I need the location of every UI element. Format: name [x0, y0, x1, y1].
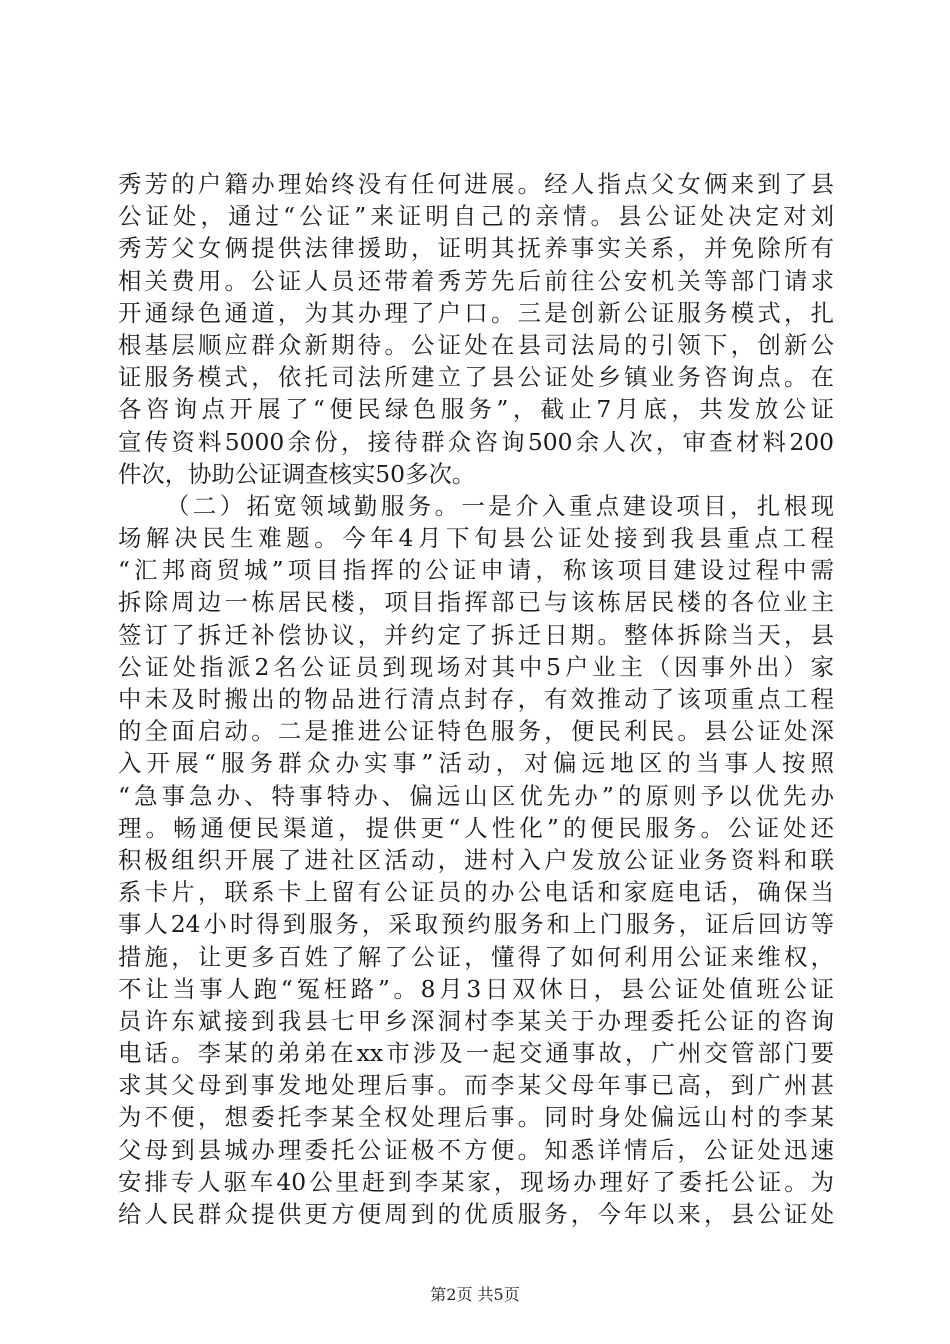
text-line: 开通绿色通道，为其办理了户口。三是创新公证服务模式，扎	[118, 298, 834, 327]
text-line: 场解决民生难题。今年4月下旬县公证处接到我县重点工程	[118, 524, 834, 553]
text-line: 秀芳的户籍办理始终没有任何进展。经人指点父女俩来到了县	[118, 170, 834, 198]
text-line: 中未及时搬出的物品进行清点封存，有效推动了该项重点工程	[118, 685, 834, 713]
text-line: 各咨询点开展了“便民绿色服务”，截止7月底，共发放公证	[118, 395, 834, 424]
text-line: 根基层顺应群众新期待。公证处在县司法局的引领下，创新公	[118, 330, 834, 359]
text-line: 签订了拆迁补偿协议，并约定了拆迁日期。整体拆除当天，县	[118, 620, 834, 649]
page-footer: 第2页 共5页	[430, 1285, 520, 1304]
body-text	[118, 168, 834, 1230]
text-line: 不让当事人跑“冤枉路”。8月3日双休日，县公证处值班公证	[118, 974, 834, 1003]
text-line: 父母到县城办理委托公证极不方便。知悉详情后，公证处迅速	[118, 1135, 834, 1164]
text-line: 宣传资料5000余份，接待群众咨询500余人次，审查材料200	[118, 427, 834, 456]
text-line: 积极组织开展了进社区活动，进村入户发放公证业务资料和联	[118, 845, 834, 874]
text-line: 求其父母到事发地处理后事。而李某父母年事已高，到广州甚	[118, 1071, 834, 1100]
text-line: 给人民群众提供更方便周到的优质服务，今年以来，县公证处	[118, 1200, 834, 1228]
text-line: 电话。李某的弟弟在xx市涉及一起交通事故，广州交管部门要	[118, 1039, 834, 1068]
text-line: 件次，协助公证调查核实50多次。	[118, 459, 476, 488]
text-line: 证服务模式，依托司法所建立了县公证处乡镇业务咨询点。在	[118, 363, 834, 392]
text-line: 系卡片，联系卡上留有公证员的办公电话和家庭电话，确保当	[118, 878, 834, 907]
text-line: 安排专人驱车40公里赶到李某家，现场办理好了委托公证。为	[118, 1167, 834, 1196]
text-line: 的全面启动。二是推进公证特色服务，便民利民。县公证处深	[118, 717, 834, 746]
text-line: 拆除周边一栋居民楼，项目指挥部已与该栋居民楼的各位业主	[118, 588, 834, 617]
text-line: 员许东斌接到我县七甲乡深洞村李某关于办理委托公证的咨询	[118, 1006, 834, 1035]
text-line: 相关费用。公证人员还带着秀芳先后前往公安机关等部门请求	[118, 266, 834, 295]
text-line: 为不便，想委托李某全权处理后事。同时身处偏远山村的李某	[118, 1103, 834, 1132]
text-line: 入开展“服务群众办实事”活动，对偏远地区的当事人按照	[118, 749, 834, 778]
text-line: 公证处，通过“公证”来证明自己的亲情。县公证处决定对刘	[118, 202, 834, 231]
text-line: “急事急办、特事特办、偏远山区优先办”的原则予以优先办	[118, 781, 834, 810]
text-line: 理。畅通便民渠道，提供更“人性化”的便民服务。公证处还	[118, 813, 834, 842]
text-line: 公证处指派2名公证员到现场对其中5户业主（因事外出）家	[118, 652, 834, 681]
paragraph-start-line: （二）拓宽领域勤服务。一是介入重点建设项目，扎根现	[166, 491, 834, 520]
text-line: 措施，让更多百姓了解了公证，懂得了如何利用公证来维权，	[118, 942, 834, 971]
text-line: 秀芳父女俩提供法律援助，证明其抚养事实关系，并免除所有	[118, 234, 834, 263]
text-line: 事人24小时得到服务，采取预约服务和上门服务，证后回访等	[118, 910, 834, 939]
text-line: “汇邦商贸城”项目指挥的公证申请，称该项目建设过程中需	[118, 556, 834, 585]
